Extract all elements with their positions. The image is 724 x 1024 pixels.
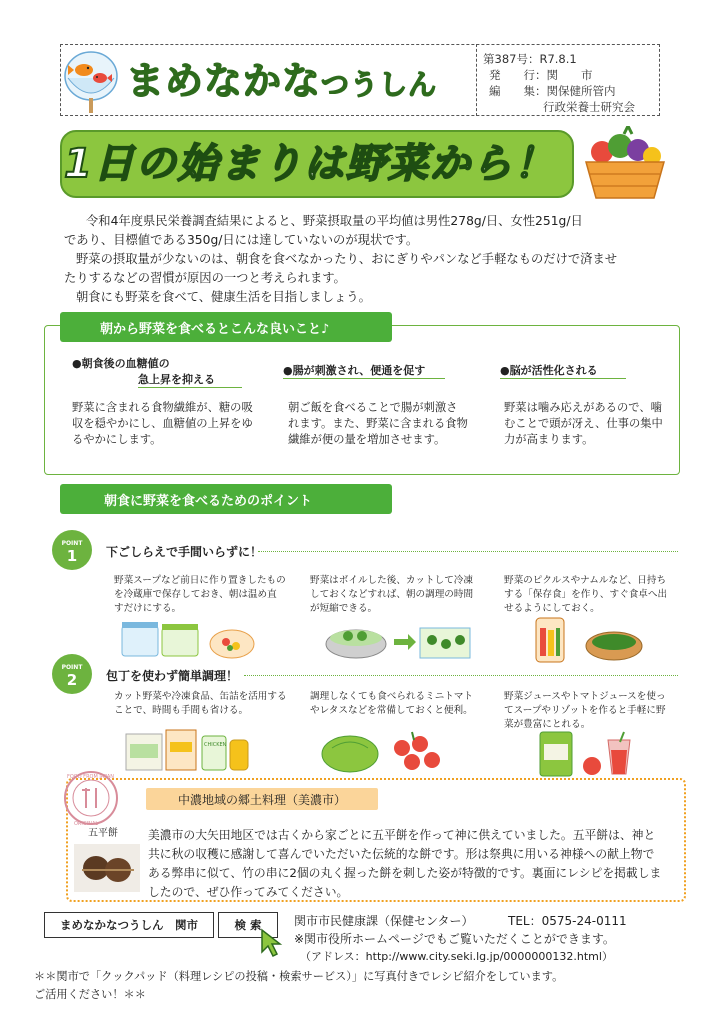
search-button[interactable]: 検 索 (218, 912, 278, 938)
intro-line-2: であり、目標値である350g/日には達していないのが現状です。 (64, 233, 419, 247)
cursor-arrow-icon (258, 928, 284, 958)
editor: 編 集：関保健所管内 (489, 84, 616, 98)
food-stamp-icon (56, 768, 126, 828)
point-1-tip-1: 野菜スープなど前日に作り置きしたものを冷蔵庫で保存しておき、朝は温め直すだけにする。 (114, 575, 286, 614)
point-2-tip-3: 野菜ジュースやトマトジュースを使ってスープやリゾットを作ると手軽に野菜が豊富にとれる。 (504, 691, 666, 730)
benefit-1-head-2: 急上昇を抑える (138, 371, 242, 388)
benefit-3-text: 野菜は噛み応えがあるので、噛むことで頭が冴え、仕事の集中力が高まります。 (504, 401, 663, 446)
newsletter-brand-title: まめなかなつうしん (126, 59, 438, 103)
lettuce-tomato-icon (318, 728, 468, 774)
benefit-2-text: 朝ご飯を食べることで腸が刺激されます。また、野菜に含まれる食物繊維が便の量を増加させます。 (288, 401, 468, 446)
point-2-tip-1: カット野菜や冷凍食品、缶詰を活用することで、時間も手間も省ける。 (114, 691, 287, 716)
gohei-mochi-label: 五平餅 (88, 828, 118, 839)
vegetable-juice-icon (534, 728, 644, 778)
point-1-badge: POINT 1 (52, 530, 92, 570)
benefits-heading: 朝から野菜を食べるとこんな良いこと♪ (60, 312, 392, 342)
benefit-2-head: ●腸が刺激され、便通を促す (283, 362, 445, 379)
point-1-tip-2: 野菜はボイルした後、カットして冷凍しておくなどすれば、朝の調理の時間が短縮できる。 (310, 575, 474, 614)
intro-line-4: たりするなどの習慣が原因の一つと考えられます。 (64, 271, 346, 285)
pickles-namul-icon (528, 612, 648, 664)
vegetable-basket-icon (580, 126, 670, 202)
regional-cuisine-heading: 中濃地域の郷土料理（美濃市） (146, 788, 378, 810)
points-heading: 朝食に野菜を食べるためのポイント (60, 484, 392, 514)
stamp-text-bottom: ORIGINAL (74, 821, 99, 827)
website-address: （アドレス：http://www.city.seki.lg.jp/0000000132.html） (300, 950, 613, 963)
uchiwa-fan-logo-icon (60, 48, 122, 114)
health-department: 関市市民健康課（保健センター） (294, 914, 474, 928)
point-2-divider (244, 675, 678, 676)
header-divider (476, 44, 477, 116)
stamp-text-top: FOOD FROM JAPAN (67, 774, 115, 780)
chicken-can-label: CHICKEN (204, 742, 227, 748)
cookpad-note: ＊＊関市で「クックパッド（料理レシピの投稿・検索サービス）」に写真付きでレシピ紹介をしています。 (34, 970, 564, 983)
editor-org: 行政栄養士研究会 (543, 100, 635, 114)
benefit-1-head-1: ●朝食後の血糖値の (72, 357, 170, 370)
packaged-foods-icon (122, 724, 252, 774)
intro-line-3: 野菜の摂取量が少ないのは、朝食を食べなかったり、おにぎりやパンなど手軽なものだけで済ませ (76, 252, 618, 266)
point-2-title: 包丁を使わず簡単調理！ (106, 669, 239, 683)
point-1-divider (258, 551, 678, 552)
point-1-title: 下ごしらえで手間いらずに！ (106, 545, 263, 559)
search-term-box: まめなかなつうしん 関市 (44, 912, 214, 938)
storage-containers-icon (118, 614, 258, 662)
phone-number: TEL：0575-24-0111 (508, 914, 627, 928)
point-2-badge: POINT 2 (52, 654, 92, 694)
benefit-1-text: 野菜に含まれる食物繊維が、糖の吸収を穏やかにし、血糖値の上昇をゆるやかにします。 (72, 401, 253, 446)
web-note: ※関市役所ホームページでもご覧いただくことができます。 (294, 932, 615, 946)
benefit-3-head: ●脳が活性化される (500, 362, 626, 379)
boiled-vegetables-icon (322, 614, 472, 664)
intro-line-5: 朝食にも野菜を食べて、健康生活を目指しましょう。 (76, 290, 371, 304)
gohei-mochi-icon (72, 842, 142, 894)
main-title: 1日の始まりは野菜から！ (64, 141, 556, 187)
point-2-tip-2: 調理しなくても食べられるミニトマトやレタスなどを常備しておくと便利。 (310, 691, 474, 716)
publisher: 発 行：関 市 (489, 68, 593, 82)
point-1-tip-3: 野菜のピクルスやナムルなど、日持ちする「保存食」を作り、すぐ食卓へ出せるようにしておく。 (504, 575, 668, 614)
issue-number: 第387号：R7.8.1 (483, 52, 577, 66)
intro-line-1: 令和4年度県民栄養調査結果によると、野菜摂取量の平均値は男性278g/日、女性251g/日 (86, 214, 583, 228)
regional-cuisine-text: 美濃市の大矢田地区では古くから家ごとに五平餅を作って神に供えていました。五平餅は、神と共に秋の収穫に感謝して喜んでいただいた伝統的な餅です。形は祭典に用いる神様への献上物である弊串に似て、竹の串に2個の丸く握った餅を刺した姿が特徴的です。裏面にレシピを掲載しましたので、ぜひ作ってみてください。 (148, 828, 662, 899)
cookpad-note-2: ご活用ください！＊＊ (34, 988, 146, 1001)
